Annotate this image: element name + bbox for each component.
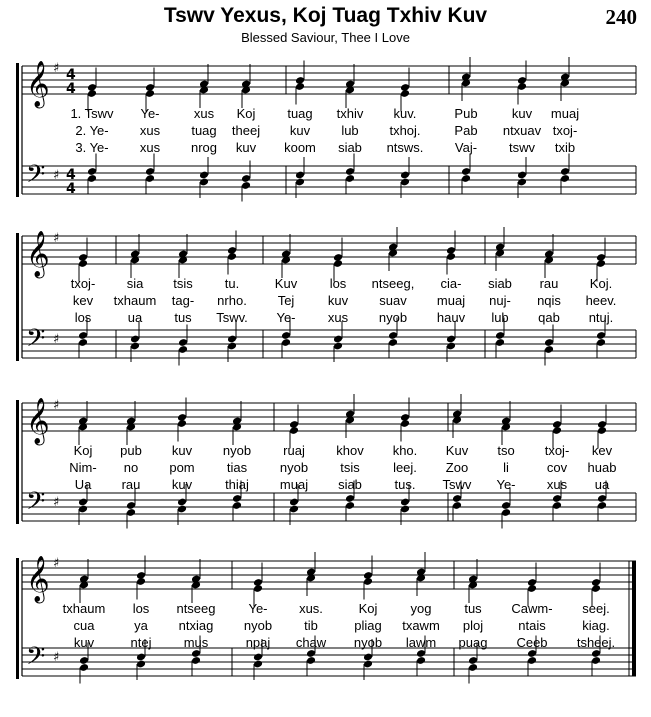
lyric-word: xus. bbox=[299, 601, 323, 616]
lyric-word: Koj bbox=[236, 106, 256, 121]
lyric-word: tuag bbox=[287, 106, 313, 121]
sharp-icon: ♯ bbox=[53, 495, 60, 510]
lyric-word: mus bbox=[183, 635, 209, 650]
lyric-word: qab bbox=[538, 310, 560, 325]
lyric-word: Ye- bbox=[276, 310, 296, 325]
lyric-word: kuv bbox=[171, 477, 193, 492]
lyric-word: ntseeg bbox=[176, 601, 216, 616]
lyric-word: Tej bbox=[277, 293, 295, 308]
lyric-word: muaj bbox=[436, 293, 466, 308]
lyric-word: tsis bbox=[173, 276, 193, 291]
treble-clef-icon: 𝄞 bbox=[26, 556, 50, 602]
lyric-word: ruaj bbox=[283, 443, 305, 458]
system-4 bbox=[16, 552, 636, 684]
system-bracket bbox=[16, 233, 19, 361]
lyric-word: txib bbox=[554, 140, 576, 155]
bass-clef-icon: 𝄢 bbox=[26, 487, 46, 522]
lyric-word: khov bbox=[336, 443, 364, 458]
lyric-word: tswv bbox=[509, 140, 535, 155]
lyric-word: los bbox=[74, 310, 92, 325]
lyric-word: Vaj- bbox=[454, 140, 478, 155]
lyric-word: leej. bbox=[393, 460, 417, 475]
lyric-word: nyob bbox=[279, 460, 309, 475]
lyric-word: tu. bbox=[224, 276, 240, 291]
lyric-word: seej. bbox=[582, 601, 610, 616]
lyric-word: txhoj. bbox=[389, 123, 421, 138]
sharp-icon: ♯ bbox=[53, 332, 60, 347]
lyric-word: kuv bbox=[73, 635, 95, 650]
lyric-word: rau bbox=[121, 477, 141, 492]
lyric-word: tias bbox=[226, 460, 248, 475]
lyric-word: tag- bbox=[171, 293, 195, 308]
lyric-word: ntxiag bbox=[178, 618, 214, 633]
lyric-word: txoj- bbox=[552, 123, 578, 138]
lyric-word: los bbox=[329, 276, 347, 291]
lyric-word: nqis bbox=[537, 293, 561, 308]
sharp-icon: ♯ bbox=[53, 231, 60, 246]
lyric-word: ntuj. bbox=[588, 310, 614, 325]
lyric-word: Koj. bbox=[589, 276, 613, 291]
lyric-word: sia bbox=[126, 276, 144, 291]
lyric-word: lawm bbox=[405, 635, 437, 650]
lyric-word: pub bbox=[120, 443, 142, 458]
system-3 bbox=[16, 394, 636, 529]
treble-time-signature-top: 4 bbox=[66, 67, 76, 83]
lyric-word: kuv bbox=[511, 106, 533, 121]
treble-clef-icon: 𝄞 bbox=[26, 231, 50, 277]
lyric-word: Pub bbox=[454, 106, 478, 121]
lyric-word: txoj- bbox=[70, 276, 96, 291]
sharp-icon: ♯ bbox=[53, 556, 60, 571]
system-bracket bbox=[16, 63, 19, 197]
lyric-word: tus. bbox=[394, 477, 416, 492]
system-1 bbox=[16, 57, 636, 202]
lyric-word: pom bbox=[169, 460, 195, 475]
lyric-word: txhiv bbox=[336, 106, 364, 121]
lyric-word: muaj bbox=[279, 477, 309, 492]
lyric-word: 2. Ye- bbox=[75, 123, 109, 138]
lyric-word: Kuv bbox=[274, 276, 298, 291]
lyric-word: lub bbox=[491, 310, 509, 325]
lyric-word: xus bbox=[139, 140, 161, 155]
lyric-word: no bbox=[123, 460, 139, 475]
lyric-word: tuag bbox=[191, 123, 217, 138]
lyric-word: txhaum bbox=[62, 601, 106, 616]
lyric-word: lub bbox=[341, 123, 359, 138]
lyric-word: ya bbox=[134, 618, 148, 633]
lyric-word: Ceeb bbox=[516, 635, 548, 650]
lyric-word: koom bbox=[284, 140, 316, 155]
lyric-word: Cawm- bbox=[511, 601, 553, 616]
final-barline-thick bbox=[632, 561, 636, 676]
bass-clef-icon: 𝄢 bbox=[26, 160, 46, 195]
lyric-word: ntseeg, bbox=[371, 276, 415, 291]
lyric-word: li bbox=[503, 460, 509, 475]
lyric-word: nrho. bbox=[217, 293, 247, 308]
lyric-word: cia- bbox=[440, 276, 462, 291]
lyric-word: Tswv. bbox=[216, 310, 248, 325]
lyric-word: nyob bbox=[222, 443, 252, 458]
lyric-word: tsis bbox=[340, 460, 360, 475]
lyric-word: siab bbox=[488, 276, 512, 291]
lyric-word: Pab bbox=[454, 123, 478, 138]
lyric-word: ntej bbox=[130, 635, 152, 650]
lyric-word: txoj- bbox=[544, 443, 570, 458]
system-2 bbox=[16, 227, 636, 366]
lyric-word: tsheej. bbox=[576, 635, 616, 650]
bass-time-signature-top: 4 bbox=[66, 167, 76, 183]
lyric-word: chaw bbox=[295, 635, 327, 650]
lyric-word: xus bbox=[139, 123, 161, 138]
sharp-icon: ♯ bbox=[53, 650, 60, 665]
lyric-word: nrog bbox=[190, 140, 218, 155]
lyric-word: nuj- bbox=[489, 293, 511, 308]
lyric-word: rau bbox=[539, 276, 559, 291]
lyric-word: xus bbox=[546, 477, 568, 492]
lyric-word: ploj bbox=[462, 618, 484, 633]
hymn-subtitle: Blessed Saviour, Thee I Love bbox=[241, 30, 410, 45]
treble-clef-icon: 𝄞 bbox=[26, 61, 50, 107]
lyric-word: Ua bbox=[74, 477, 92, 492]
lyric-word: tus bbox=[174, 310, 192, 325]
lyric-word: kuv. bbox=[393, 106, 417, 121]
lyric-word: heev. bbox=[585, 293, 617, 308]
lyric-word: ntais bbox=[518, 618, 546, 633]
lyric-word: nyob bbox=[353, 635, 383, 650]
lyric-word: 3. Ye- bbox=[75, 140, 109, 155]
bass-time-signature-bottom: 4 bbox=[66, 181, 76, 197]
sharp-icon: ♯ bbox=[53, 168, 60, 183]
bass-clef-icon: 𝄢 bbox=[26, 642, 46, 677]
lyric-word: 1. Tswv bbox=[70, 106, 114, 121]
lyric-word: los bbox=[132, 601, 150, 616]
lyric-word: Ye- bbox=[248, 601, 268, 616]
lyric-word: Kuv bbox=[445, 443, 469, 458]
hymn-number: 240 bbox=[605, 5, 637, 29]
lyric-word: nyob bbox=[243, 618, 273, 633]
lyric-word: kiag. bbox=[582, 618, 610, 633]
lyric-word: kho. bbox=[392, 443, 418, 458]
lyric-word: Nim- bbox=[69, 460, 97, 475]
lyric-word: tso bbox=[497, 443, 515, 458]
sharp-icon: ♯ bbox=[53, 398, 60, 413]
lyric-word: kev bbox=[72, 293, 94, 308]
lyric-word: ntsws. bbox=[386, 140, 424, 155]
lyric-word: hauv bbox=[436, 310, 466, 325]
lyric-word: kuv bbox=[235, 140, 257, 155]
lyric-word: kuv bbox=[327, 293, 349, 308]
lyric-word: Ye- bbox=[140, 106, 160, 121]
lyric-word: muaj bbox=[550, 106, 580, 121]
system-bracket bbox=[16, 558, 19, 679]
lyric-word: ntxuav bbox=[502, 123, 542, 138]
sharp-icon: ♯ bbox=[53, 61, 60, 76]
lyric-word: puag bbox=[458, 635, 488, 650]
lyric-word: ua bbox=[594, 477, 610, 492]
lyric-word: yog bbox=[410, 601, 432, 616]
lyric-word: theej bbox=[231, 123, 261, 138]
lyric-word: Tswv bbox=[442, 477, 472, 492]
lyric-word: pliag bbox=[354, 618, 382, 633]
lyric-word: xus bbox=[327, 310, 349, 325]
hymn-title: Tswv Yexus, Koj Tuag Txhiv Kuv bbox=[163, 4, 488, 27]
lyric-word: Ye- bbox=[496, 477, 516, 492]
lyric-word: nyob bbox=[378, 310, 408, 325]
lyric-word: Zoo bbox=[445, 460, 469, 475]
lyric-word: kev bbox=[591, 443, 613, 458]
lyric-word: txawm bbox=[402, 618, 440, 633]
lyric-word: tus bbox=[464, 601, 482, 616]
lyric-word: npaj bbox=[245, 635, 271, 650]
lyric-word: xus bbox=[193, 106, 215, 121]
lyric-word: siab bbox=[338, 477, 362, 492]
lyric-word: huab bbox=[587, 460, 617, 475]
lyric-word: ua bbox=[127, 310, 143, 325]
lyric-word: siab bbox=[338, 140, 362, 155]
lyric-word: Koj bbox=[73, 443, 93, 458]
bass-clef-icon: 𝄢 bbox=[26, 324, 46, 359]
lyric-word: tib bbox=[304, 618, 318, 633]
treble-time-signature-bottom: 4 bbox=[66, 81, 76, 97]
lyric-word: txhaum bbox=[113, 293, 157, 308]
treble-clef-icon: 𝄞 bbox=[26, 398, 50, 444]
lyric-word: cov bbox=[546, 460, 568, 475]
lyric-word: cua bbox=[73, 618, 95, 633]
lyric-word: thiaj bbox=[225, 477, 249, 492]
lyric-word: kuv bbox=[289, 123, 311, 138]
system-bracket bbox=[16, 400, 19, 524]
lyric-word: suav bbox=[379, 293, 407, 308]
lyric-word: Koj bbox=[358, 601, 378, 616]
lyric-word: kuv bbox=[171, 443, 193, 458]
